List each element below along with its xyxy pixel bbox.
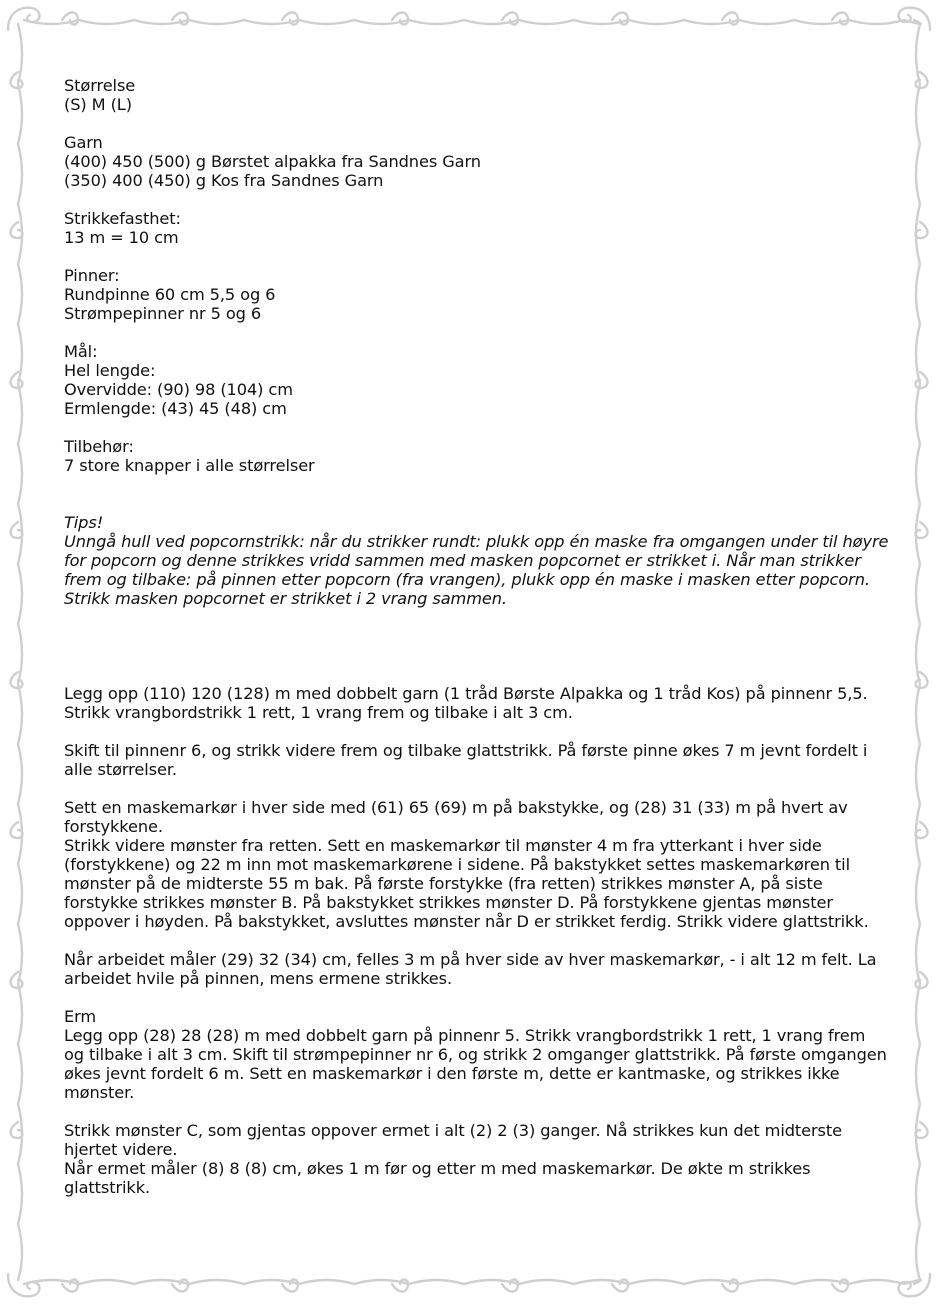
size-heading: Størrelse: [64, 76, 136, 95]
measurements-heading: Mål:: [64, 342, 98, 361]
sleeve-pattern-paragraph: Strikk mønster C, som gjentas oppover ermet i alt (2) 2 (3) ganger. Nå strikkes kun det midterste hjertet videre.: [64, 1121, 842, 1159]
measurements-line: Ermlengde: (43) 45 (48) cm: [64, 399, 287, 418]
gauge-heading: Strikkefasthet:: [64, 209, 181, 228]
accessories-section: [64, 437, 890, 475]
measurements-line: Overvidde: (90) 98 (104) cm: [64, 380, 293, 399]
needles-line: Rundpinne 60 cm 5,5 og 6: [64, 285, 276, 304]
sleeve-increase-paragraph: Når ermet måler (8) 8 (8) cm, økes 1 m før og etter m med maskemarkør. De økte m strikkes glattstrikk.: [64, 1159, 811, 1197]
size-value: (S) M (L): [64, 95, 132, 114]
measurements-line: Hel lengde:: [64, 361, 156, 380]
pattern-document: [64, 76, 890, 1197]
needles-section: [64, 266, 890, 323]
sleeve-heading: Erm: [64, 1007, 97, 1026]
needles-line: Strømpepinner nr 5 og 6: [64, 304, 262, 323]
yarn-section: [64, 133, 890, 190]
tips-text: Unngå hull ved popcornstrikk: når du strikker rundt: plukk opp én maske fra omgangen under til høyre for popcorn og denne strikkes vridd sammen med masken popcornet er strikket i. Når man strikker frem og tilbake: på pinnen etter popcorn (fra vrangen), plukk opp én maske i masken etter popcorn. Strikk masken popcornet er strikket i 2 vrang sammen.: [64, 532, 889, 608]
cast-on-paragraph: Legg opp (110) 120 (128) m med dobbelt garn (1 tråd Børste Alpakka og 1 tråd Kos) på pinnenr 5,5. Strikk vrangbordstrikk 1 rett, 1 vrang frem og tilbake i alt 3 cm.: [64, 684, 868, 722]
body-instructions: [64, 684, 890, 988]
yarn-line: (400) 450 (500) g Børstet alpakka fra Sandnes Garn: [64, 152, 481, 171]
sleeve-section: [64, 1007, 890, 1197]
tips-heading: Tips!: [64, 513, 104, 532]
pattern-paragraph: Strikk videre mønster fra retten. Sett en maskemarkør til mønster 4 m fra ytterkant i hver side (forstykkene) og 22 m inn mot maskemarkørene i sidene. På bakstykket settes maskemarkøren til mønster på de midterste 55 m bak. På første forstykke (fra retten) strikkes mønster A, på siste forstykke strikkes mønster B. På bakstykket strikkes mønster D. På forstykkene gjentas mønster oppover i høyden. På bakstykket, avsluttes mønster når D er strikket ferdig. Strikk videre glattstrikk.: [64, 836, 869, 931]
gauge-value: 13 m = 10 cm: [64, 228, 179, 247]
yarn-heading: Garn: [64, 133, 103, 152]
tips-section: [64, 513, 890, 608]
switch-needles-paragraph: Skift til pinnenr 6, og strikk videre frem og tilbake glattstrikk. På første pinne økes 7 m jevnt fordelt i alle størrelser.: [64, 741, 868, 779]
markers-paragraph: Sett en maskemarkør i hver side med (61) 65 (69) m på bakstykke, og (28) 31 (33) m på hvert av forstykkene.: [64, 798, 848, 836]
size-section: [64, 76, 890, 114]
sleeve-cast-on-paragraph: Legg opp (28) 28 (28) m med dobbelt garn på pinnenr 5. Strikk vrangbordstrikk 1 rett, 1 vrang frem og tilbake i alt 3 cm. Skift til strømpepinner nr 6, og strikk 2 omganger glattstrikk. På første omgangen økes jevnt fordelt 6 m. Sett en maskemarkør i den første m, dette er kantmaske, og strikkes ikke mønster.: [64, 1026, 887, 1102]
bind-off-paragraph: Når arbeidet måler (29) 32 (34) cm, felles 3 m på hver side av hver maskemarkør, - i alt 12 m felt. La arbeidet hvile på pinnen, mens ermene strikkes.: [64, 950, 877, 988]
accessories-heading: Tilbehør:: [64, 437, 134, 456]
needles-heading: Pinner:: [64, 266, 120, 285]
gauge-section: [64, 209, 890, 247]
accessories-value: 7 store knapper i alle størrelser: [64, 456, 315, 475]
yarn-line: (350) 400 (450) g Kos fra Sandnes Garn: [64, 171, 384, 190]
measurements-section: [64, 342, 890, 418]
